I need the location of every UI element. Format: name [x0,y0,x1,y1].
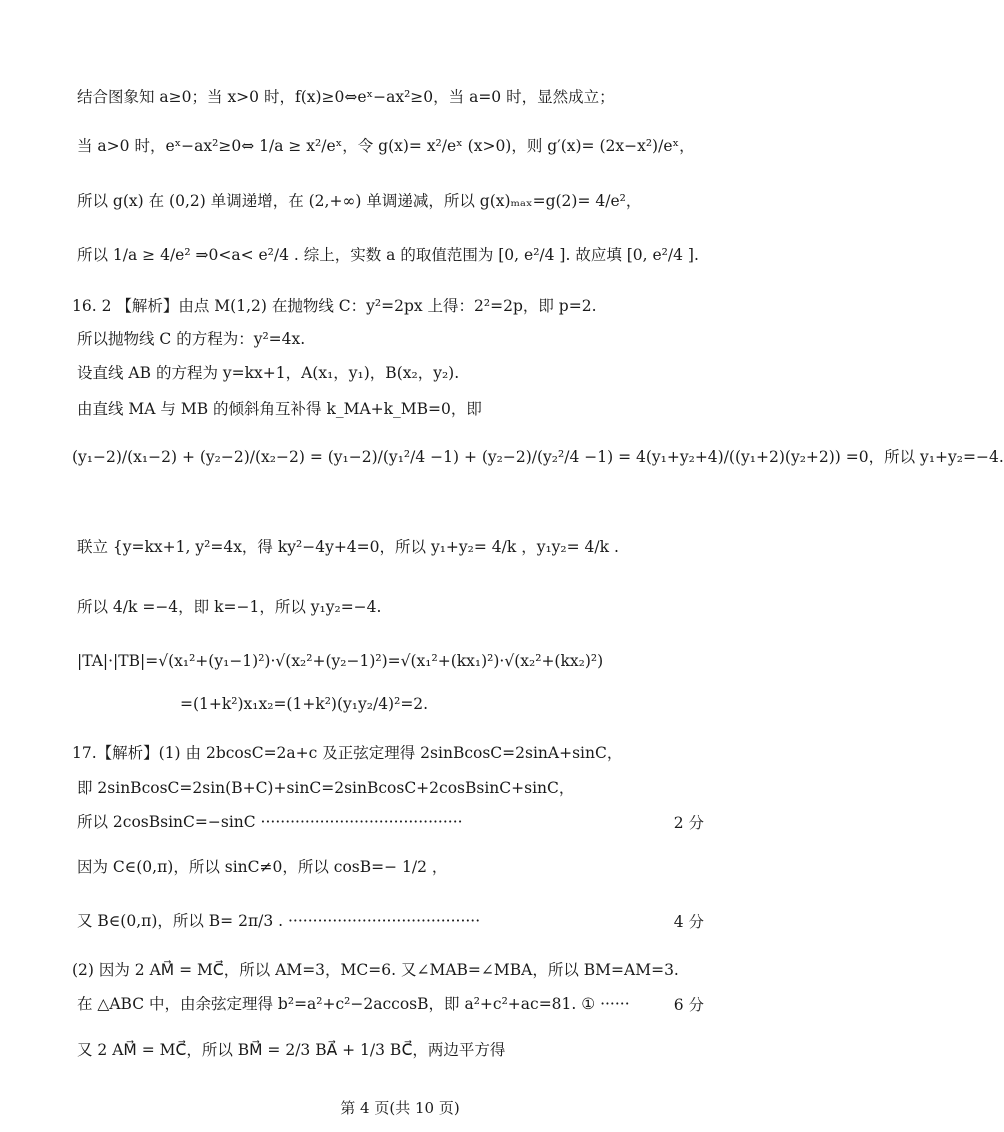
problem-17-heading: 17.【解析】(1) 由 2bcosC=2a+c 及正弦定理得 2sinBcosC=2sinA+sinC， [72,744,623,762]
text-line: 又 2 AM⃗ = MC⃗，所以 BM⃗ = 2/3 BA⃗ + 1/3 BC⃗，两边平方得 [77,1041,506,1059]
text-line: 所以抛物线 C 的方程为：y²=4x. [77,330,306,348]
math-equation: (y₁−2)/(x₁−2) + (y₂−2)/(x₂−2) = (y₁−2)/(y₁²/4 −1) + (y₂−2)/(y₂²/4 −1) = 4(y₁+y₂+4)/((y₁+2)(y₂+2)) =0，所以 y₁+y₂=−4. [72,448,1004,466]
score-mark: 6 分 [673,996,704,1014]
text-line: 结合图象知 a≥0；当 x>0 时，f(x)≥0⇔eˣ−ax²≥0，当 a=0 时，显然成立； [77,88,615,106]
problem-16-heading: 16. 2 【解析】由点 M(1,2) 在抛物线 C：y²=2px 上得：2²=2p，即 p=2. [72,297,597,315]
text-line: 所以 1/a ≥ 4/e² ⇒0<a< e²/4 . 综上，实数 a 的取值范围为 [0, e²/4 ]. 故应填 [0, e²/4 ]. [77,246,699,264]
text-line: 即 2sinBcosC=2sin(B+C)+sinC=2sinBcosC+2cosBsinC+sinC， [77,779,575,797]
text-line: 所以 g(x) 在 (0,2) 单调递增，在 (2,+∞) 单调递减，所以 g(x)ₘₐₓ=g(2)= 4/e²， [77,192,642,210]
text-line: 在 △ABC 中，由余弦定理得 b²=a²+c²−2accosB，即 a²+c²+ac=81. ① ······ [77,995,630,1013]
math-system: 联立 {y=kx+1, y²=4x，得 ky²−4y+4=0，所以 y₁+y₂= 4/k ，y₁y₂= 4/k . [77,538,619,556]
score-mark: 2 分 [673,814,704,832]
text-line: 又 B∈(0,π)，所以 B= 2π/3 . ······································· [77,912,481,930]
text-line: 所以 2cosBsinC=−sinC ········································· [77,813,463,831]
text-line: 因为 C∈(0,π)，所以 sinC≠0，所以 cosB=− 1/2 ， [77,858,448,876]
text-line: (2) 因为 2 AM⃗ = MC⃗，所以 AM=3，MC=6. 又∠MAB=∠MBA，所以 BM=AM=3. [72,961,679,979]
text-line: 当 a>0 时，eˣ−ax²≥0⇔ 1/a ≥ x²/eˣ，令 g(x)= x²/eˣ (x>0)，则 g′(x)= (2x−x²)/eˣ， [77,137,695,155]
page-footer: 第 4 页(共 10 页) [340,1099,460,1117]
text-line: 设直线 AB 的方程为 y=kx+1，A(x₁，y₁)，B(x₂，y₂). [77,364,460,382]
math-equation: =(1+k²)x₁x₂=(1+k²)(y₁y₂/4)²=2. [180,695,429,713]
math-equation: |TA|·|TB|=√(x₁²+(y₁−1)²)·√(x₂²+(y₂−1)²)=√(x₁²+(kx₁)²)·√(x₂²+(kx₂)²) [77,652,604,670]
text-line: 由直线 MA 与 MB 的倾斜角互补得 k_MA+k_MB=0，即 [77,400,482,418]
text-line: 所以 4/k =−4，即 k=−1，所以 y₁y₂=−4. [77,598,382,616]
score-mark: 4 分 [673,913,704,931]
